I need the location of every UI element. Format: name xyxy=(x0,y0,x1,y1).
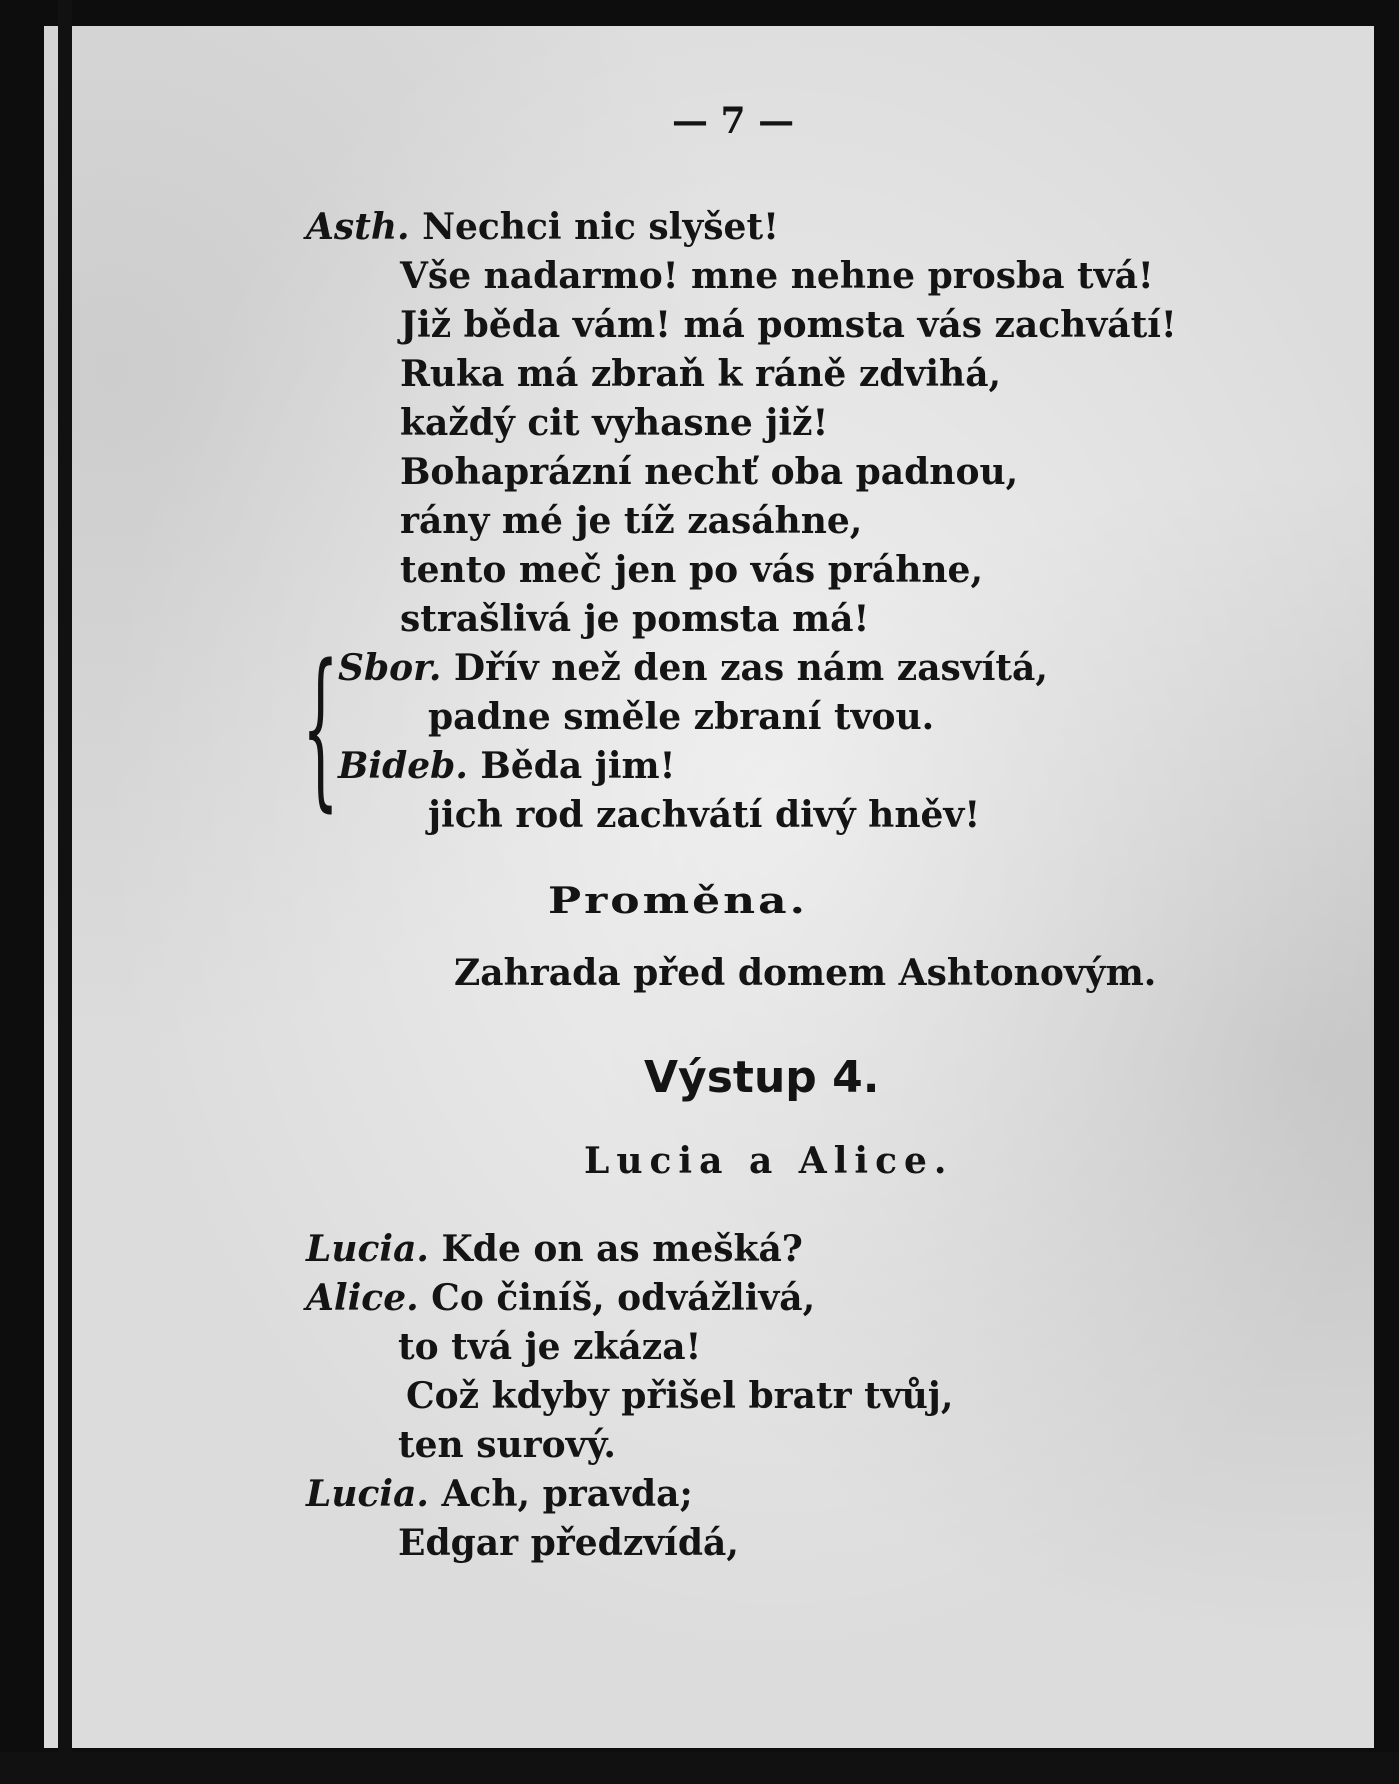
line-text: strašlivá je pomsta má! xyxy=(400,598,870,640)
line-text: Ach, pravda; xyxy=(428,1473,693,1515)
speaker-name: Asth. xyxy=(306,206,410,248)
line-text: ten surový. xyxy=(398,1424,616,1466)
speaker-name: Alice. xyxy=(306,1277,419,1319)
dialogue-line xyxy=(400,596,869,642)
line-text: Běda jim! xyxy=(467,745,676,787)
line-text: každý cit vyhasne již! xyxy=(400,402,829,444)
line-text: Bohaprázní nechť oba padnou, xyxy=(400,451,1019,493)
line-text: padne směle zbraní tvou. xyxy=(428,696,935,738)
line-text: Edgar předzvídá, xyxy=(398,1522,739,1564)
dialogue-line xyxy=(400,400,828,446)
line-text: Vše nadarmo! mne nehne prosba tvá! xyxy=(400,255,1154,297)
line-text: Kde on as mešká? xyxy=(428,1228,803,1270)
line-text: to tvá je zkáza! xyxy=(398,1326,702,1368)
scene-title: Výstup 4. xyxy=(644,1052,880,1103)
dialogue-line xyxy=(306,204,779,250)
line-text: Což kdyby přišel bratr tvůj, xyxy=(406,1375,954,1417)
dialogue-line xyxy=(338,743,675,789)
dialogue-line xyxy=(400,253,1154,299)
chorus-brace: { xyxy=(302,627,339,828)
dialogue-line xyxy=(428,694,934,740)
speaker-name: Sbor. xyxy=(338,647,442,689)
dialogue-line xyxy=(306,1471,693,1517)
scene-change-heading: Proměna. xyxy=(548,880,808,922)
line-text: Již běda vám! má pomsta vás zachvátí! xyxy=(400,304,1177,346)
line-text: jich rod zachvátí divý hněv! xyxy=(428,794,981,836)
dialogue-line xyxy=(406,1373,953,1419)
line-text: Ruka má zbraň k ráně zdvihá, xyxy=(400,353,1002,395)
dialogue-line xyxy=(428,792,980,838)
line-text: Co činíš, odvážlivá, xyxy=(418,1277,816,1319)
dialogue-line xyxy=(400,547,983,593)
dialogue-line xyxy=(398,1520,739,1566)
page-number: — 7 — xyxy=(672,100,795,142)
line-text: rány mé je tíž zasáhne, xyxy=(400,500,863,542)
dialogue-line xyxy=(306,1275,815,1321)
dialogue-line xyxy=(338,645,1048,691)
dialogue-line xyxy=(400,449,1018,495)
speaker-name: Lucia. xyxy=(306,1473,429,1515)
dialogue-line xyxy=(306,1226,803,1272)
dialogue-line xyxy=(398,1422,616,1468)
speaker-name: Bideb. xyxy=(338,745,468,787)
line-text: Nechci nic slyšet! xyxy=(409,206,779,248)
dialogue-line xyxy=(400,351,1001,397)
dialogue-line xyxy=(400,498,862,544)
dialogue-line xyxy=(400,302,1177,348)
line-text: tento meč jen po vás práhne, xyxy=(400,549,983,591)
scene-setting: Zahrada před domem Ashtonovým. xyxy=(454,952,1157,994)
line-text: Dřív než den zas nám zasvítá, xyxy=(441,647,1048,689)
speaker-name: Lucia. xyxy=(306,1228,429,1270)
dialogue-line xyxy=(398,1324,701,1370)
scene-characters: Lucia a Alice. xyxy=(584,1140,954,1182)
